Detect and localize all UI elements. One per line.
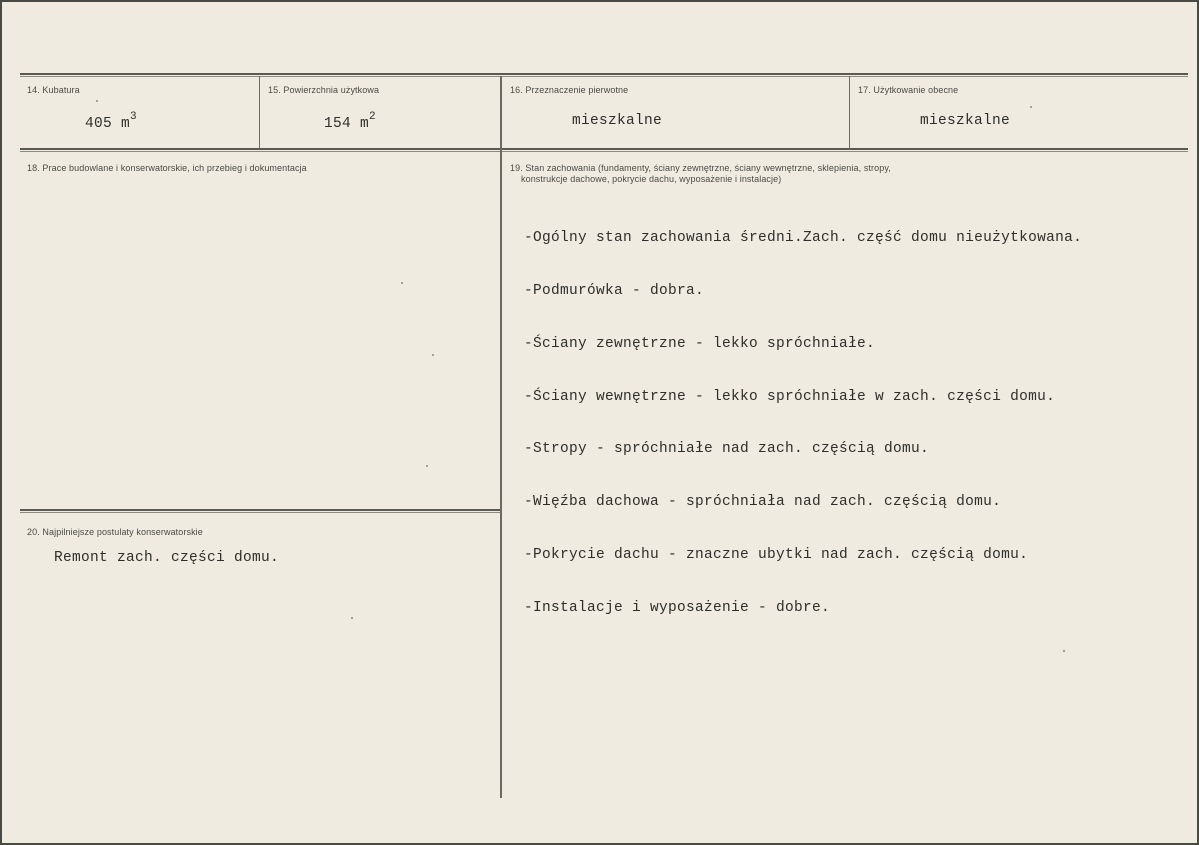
paper-speck <box>1030 106 1032 108</box>
stan-line: -Ściany wewnętrzne - lekko spróchniałe w zach. części domu. <box>524 388 1056 405</box>
top-rule-thin <box>20 76 1188 77</box>
stan-line: -Instalacje i wyposażenie - dobre. <box>524 599 831 616</box>
stan-line: -Ściany zewnętrzne - lekko spróchniałe. <box>524 335 876 352</box>
stan-line: -Pokrycie dachu - znaczne ubytki nad zach. częścią domu. <box>524 546 1029 563</box>
paper-speck <box>401 282 403 284</box>
paper-speck <box>351 617 353 619</box>
powierzchnia-unit-exponent: 2 <box>369 111 376 124</box>
stan-line: -Stropy - spróchniałe nad zach. częścią domu. <box>524 441 930 458</box>
postulaty-value: Remont zach. części domu. <box>54 550 280 566</box>
uzytkowanie-label: 17. Użytkowanie obecne <box>858 85 959 95</box>
powierzchnia-value <box>324 111 376 132</box>
prace-label: 18. Prace budowlane i konserwatorskie, ich przebieg i dokumentacja <box>27 163 307 173</box>
left-mid-rule <box>20 509 500 511</box>
top-rule <box>20 73 1188 75</box>
row1-bottom-rule <box>20 148 1188 150</box>
paper-speck <box>1063 650 1065 652</box>
postulaty-label: 20. Najpilniejsze postulaty konserwatorskie <box>27 527 203 537</box>
stan-list <box>524 195 1082 652</box>
col-sep-3 <box>849 76 850 149</box>
col-sep-1 <box>259 76 260 149</box>
paper-speck <box>426 465 428 467</box>
kubatura-unit-exponent: 3 <box>130 111 137 124</box>
stan-line: -Więźba dachowa - spróchniała nad zach. częścią domu. <box>524 494 1002 511</box>
kubatura-value <box>85 111 137 132</box>
przeznaczenie-value: mieszkalne <box>572 113 663 129</box>
powierzchnia-number: 154 m <box>324 116 370 132</box>
row1-bottom-rule-thin <box>20 151 1188 152</box>
stan-label-line1: 19. Stan zachowania (fundamenty, ściany zewnętrzne, ściany wewnętrzne, sklepienia, stropy, <box>510 163 891 173</box>
col-sep-main <box>500 76 502 798</box>
kubatura-label: 14. Kubatura <box>27 85 80 95</box>
powierzchnia-label: 15. Powierzchnia użytkowa <box>268 85 380 95</box>
uzytkowanie-value: mieszkalne <box>920 113 1011 129</box>
stan-label-line2: konstrukcje dachowe, pokrycie dachu, wyposażenie i instalacje) <box>521 174 782 184</box>
przeznaczenie-label: 16. Przeznaczenie pierwotne <box>510 85 629 95</box>
kubatura-number: 405 m <box>85 116 131 132</box>
stan-line: -Podmurówka - dobra. <box>524 282 705 299</box>
stan-line: -Ogólny stan zachowania średni.Zach. część domu nieużytkowana. <box>524 230 1083 247</box>
paper-speck <box>432 354 434 356</box>
paper-speck <box>96 100 98 102</box>
left-mid-rule-thin <box>20 512 500 513</box>
